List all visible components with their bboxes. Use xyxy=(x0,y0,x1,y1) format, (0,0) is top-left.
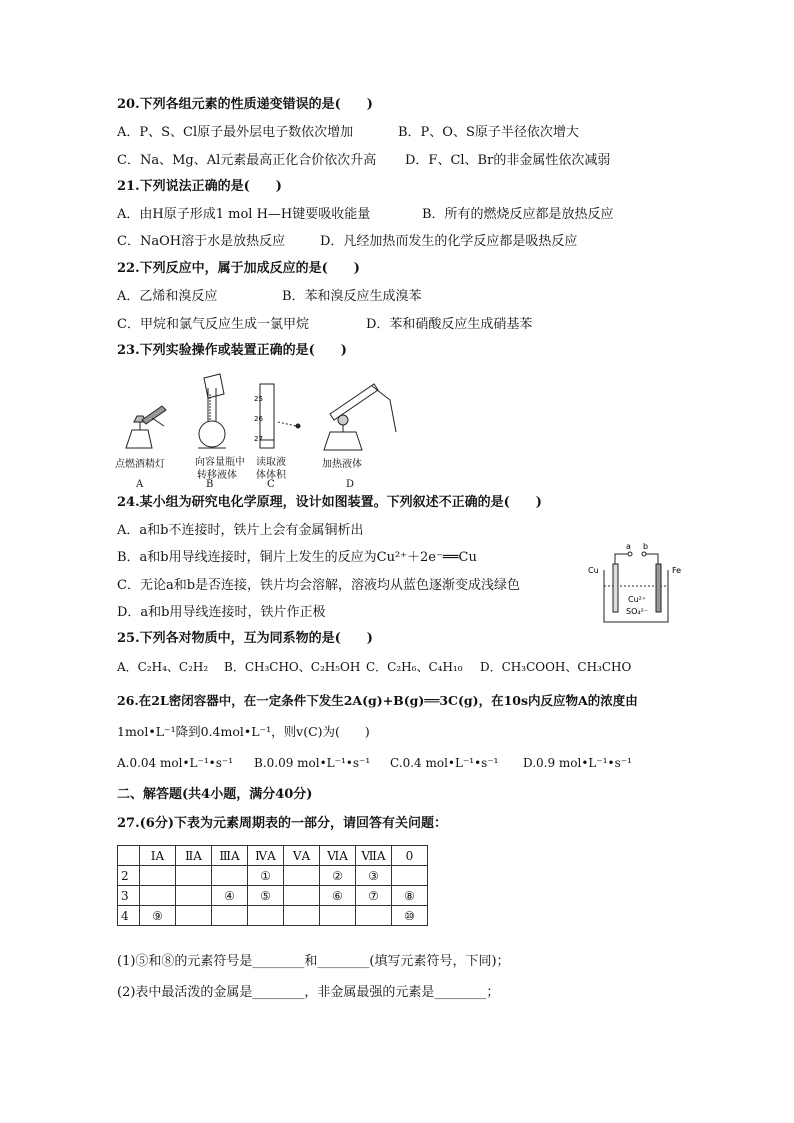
table-row xyxy=(118,866,428,886)
table-cell xyxy=(176,906,212,926)
table-cell xyxy=(356,906,392,926)
q24-stem: 24.某小组为研究电化学原理，设计如图装置。下列叙述不正确的是( ) xyxy=(117,495,542,510)
sulfate-ion-label: SO₄²⁻ xyxy=(626,607,649,616)
table-header-cell: ⅣA xyxy=(248,846,284,866)
q21-option-c: C．NaOH溶于水是放热反应 xyxy=(117,234,286,249)
caption-d: 加热液体 xyxy=(322,459,362,470)
q26-option-a: A.0.04 mol•L⁻¹•s⁻¹ xyxy=(117,756,234,770)
table-cell: ⑦ xyxy=(356,886,392,906)
table-header-cell: ⅥA xyxy=(320,846,356,866)
label-b: B xyxy=(206,479,214,490)
caption-a: 点燃酒精灯 xyxy=(115,459,165,470)
table-header-cell: ⅤA xyxy=(284,846,320,866)
label-d: D xyxy=(346,479,355,490)
table-cell xyxy=(392,866,428,886)
q21-stem: 21.下列说法正确的是( ) xyxy=(117,179,282,194)
q21-option-b: B．所有的燃烧反应都是放热反应 xyxy=(422,207,614,222)
q21-option-d: D．凡经加热而发生的化学反应都是吸热反应 xyxy=(320,234,578,249)
caption-c-line1: 读取液 xyxy=(256,457,286,468)
electrochemical-cell-figure xyxy=(586,540,686,626)
caption-b-line2: 转移液体 xyxy=(197,470,237,481)
fe-electrode-label: Fe xyxy=(672,566,682,575)
terminal-b-label: b xyxy=(643,542,649,551)
q20-option-c: C．Na、Mg、Al元素最高正化合价依次升高 xyxy=(117,153,377,168)
table-cell: 3 xyxy=(118,886,140,906)
table-cell: ⑤ xyxy=(248,886,284,906)
table-cell: 2 xyxy=(118,866,140,886)
table-cell: ② xyxy=(320,866,356,886)
q25-stem: 25.下列各对物质中，互为同系物的是( ) xyxy=(117,631,373,646)
q26-stem-line2: 1mol•L⁻¹降到0.4mol•L⁻¹，则v(C)为( ) xyxy=(117,724,370,739)
table-cell xyxy=(140,866,176,886)
q24-option-d: D．a和b用导线连接时，铁片作正极 xyxy=(117,605,326,620)
table-header-cell: ⅢA xyxy=(212,846,248,866)
table-cell xyxy=(212,866,248,886)
table-header-cell: 0 xyxy=(392,846,428,866)
table-header-cell: ⅡA xyxy=(176,846,212,866)
q26-stem-line1: 26.在2L密闭容器中，在一定条件下发生2A(g)+B(g)══3C(g)，在10s内反应物A的浓度由 xyxy=(117,693,638,708)
q26-option-c: C.0.4 mol•L⁻¹•s⁻¹ xyxy=(390,756,499,770)
table-cell: ⑧ xyxy=(392,886,428,906)
table-cell xyxy=(212,906,248,926)
q24-option-c: C．无论a和b是否连接，铁片均会溶解，溶液均从蓝色逐渐变成浅绿色 xyxy=(117,578,521,593)
q22-option-a: A．乙烯和溴反应 xyxy=(117,289,218,304)
table-cell: ④ xyxy=(212,886,248,906)
q26-option-b: B.0.09 mol•L⁻¹•s⁻¹ xyxy=(254,756,371,770)
table-cell xyxy=(176,886,212,906)
table-cell xyxy=(284,866,320,886)
caption-c-line2: 体体积 xyxy=(256,470,286,481)
table-cell xyxy=(248,906,284,926)
cu-electrode-label: Cu xyxy=(588,566,599,575)
q22-stem: 22.下列反应中，属于加成反应的是( ) xyxy=(117,261,360,276)
q21-option-a: A．由H原子形成1 mol H—H键要吸收能量 xyxy=(117,207,371,222)
table-row xyxy=(118,906,428,926)
table-cell xyxy=(284,906,320,926)
cu-ion-label: Cu²⁺ xyxy=(628,595,647,604)
table-cell xyxy=(176,866,212,886)
table-header-cell xyxy=(118,846,140,866)
q22-option-b: B．苯和溴反应生成溴苯 xyxy=(282,289,422,304)
q20-stem: 20.下列各组元素的性质递变错误的是( ) xyxy=(117,97,373,112)
table-cell: ⑩ xyxy=(392,906,428,926)
periodic-table-fragment xyxy=(117,845,428,926)
table-cell: ③ xyxy=(356,866,392,886)
q27-stem: 27.(6分)下表为元素周期表的一部分，请回答有关问题： xyxy=(117,816,447,831)
table-row xyxy=(118,886,428,906)
caption-b-line1: 向容量瓶中 xyxy=(195,457,245,468)
label-c: C xyxy=(267,479,275,490)
table-cell xyxy=(140,886,176,906)
label-a: A xyxy=(136,479,144,490)
cylinder-tick-27: 27 xyxy=(254,435,263,443)
table-header-cell: ⅠA xyxy=(140,846,176,866)
q25-option-c: C．C₂H₆、C₄H₁₀ xyxy=(366,660,463,674)
cylinder-tick-26: 26 xyxy=(254,415,263,423)
cylinder-tick-25: 25 xyxy=(254,395,263,403)
table-cell: 4 xyxy=(118,906,140,926)
q24-option-a: A．a和b不连接时，铁片上会有金属铜析出 xyxy=(117,523,364,538)
table-cell xyxy=(320,906,356,926)
q26-option-d: D.0.9 mol•L⁻¹•s⁻¹ xyxy=(523,756,632,770)
q22-option-d: D．苯和硝酸反应生成硝基苯 xyxy=(366,317,533,332)
q27-subquestion-2: (2)表中最活泼的金属是________，非金属最强的元素是________； xyxy=(117,985,500,1000)
table-header-row xyxy=(118,846,428,866)
terminal-a-label: a xyxy=(626,542,631,551)
q22-option-c: C．甲烷和氯气反应生成一氯甲烷 xyxy=(117,317,309,332)
q27-subquestion-1: (1)⑤和⑧的元素符号是________和________(填写元素符号，下同)； xyxy=(117,954,510,969)
q20-option-d: D．F、Cl、Br的非金属性依次减弱 xyxy=(405,153,611,168)
q25-option-d: D．CH₃COOH、CH₃CHO xyxy=(480,660,632,674)
table-cell: ⑥ xyxy=(320,886,356,906)
q24-option-b: B．a和b用导线连接时，铜片上发生的反应为Cu²⁺＋2e⁻══Cu xyxy=(117,550,477,565)
table-header-cell: ⅦA xyxy=(356,846,392,866)
section-2-heading: 二、解答题(共4小题，满分40分) xyxy=(117,787,313,802)
table-cell: ① xyxy=(248,866,284,886)
table-cell xyxy=(284,886,320,906)
table-cell: ⑨ xyxy=(140,906,176,926)
q20-option-a: A．P、S、Cl原子最外层电子数依次增加 xyxy=(117,125,354,140)
q20-option-b: B．P、O、S原子半径依次增大 xyxy=(398,125,579,140)
q25-option-a: A．C₂H₄、C₂H₂ xyxy=(117,660,209,674)
q25-option-b: B．CH₃CHO、C₂H₅OH xyxy=(224,660,361,674)
q23-stem: 23.下列实验操作或装置正确的是( ) xyxy=(117,343,347,358)
